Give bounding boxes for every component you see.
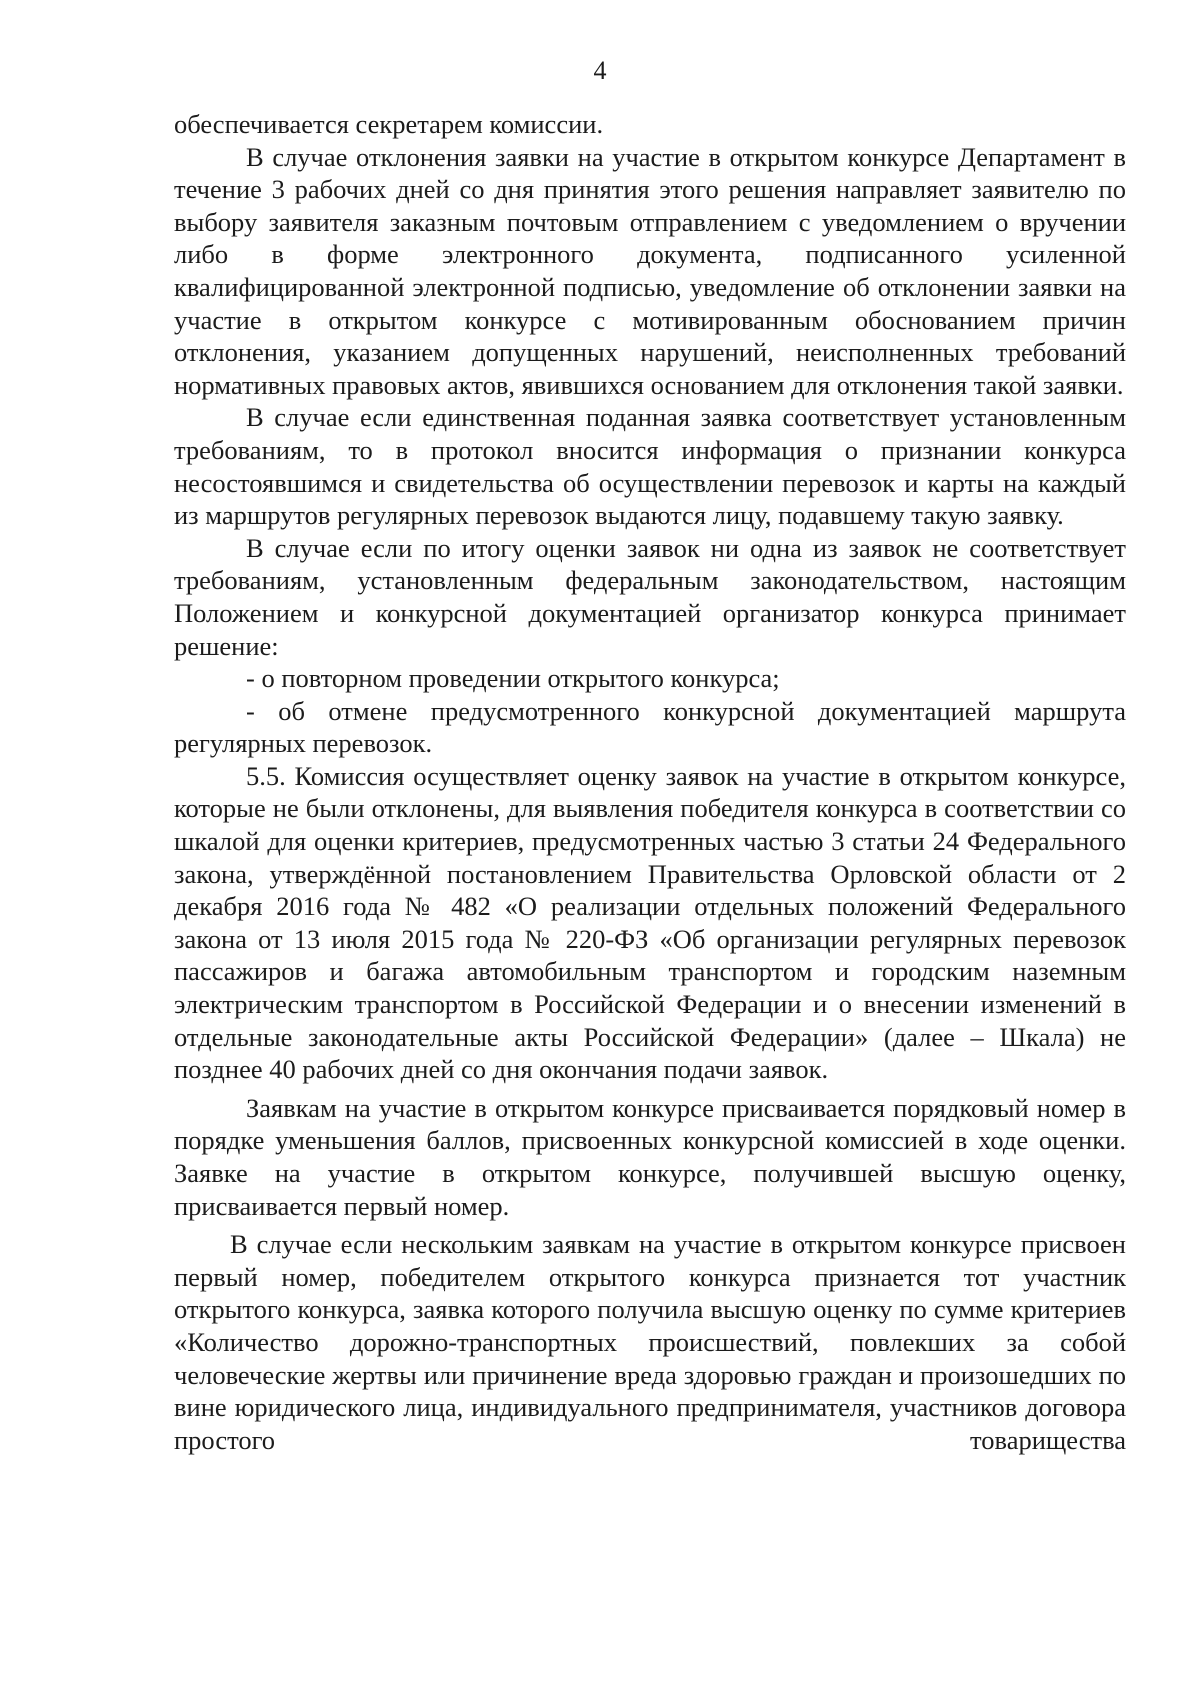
paragraph-continuation: обеспечивается секретарем комиссии.: [174, 109, 604, 139]
list-item-cancel-route: - об отмене предусмотренного конкурсной документацией маршрута регулярных перевозок.: [174, 695, 1126, 759]
paragraph-section-5-5: 5.5. Комиссия осуществляет оценку заявок на участие в открытом конкурсе, которые не были отклонены, для выявления победителя конкурса в соответствии со шкалой для оценки критериев, предусмотренных частью 3 статьи 24 Федерального закона, утверждённой постановлением Правительства Орловской области от 2 декабря 2016 года № 482 «О реализации отдельных положений Федерального закона от 13 июля 2015 года № 220-ФЗ «Об организации регулярных перевозок пассажиров и багажа автомобильным транспортом и городским наземным электрическим транспортом в Российской Федерации и о внесении изменений в отдельные законодательные акты Российской Федерации» (далее – Шкала) не позднее 40 рабочих дней со дня окончания подачи заявок.: [174, 760, 1126, 1085]
paragraph-rejection-notice: В случае отклонения заявки на участие в открытом конкурсе Департамент в течение 3 рабочих дней со дня принятия этого решения направляет заявителю по выбору заявителя заказным почтовым отправлением с уведомлением о вручении либо в форме электронного документа, подписанного усиленной квалифицированной электронной подписью, уведомление об отклонении заявки на участие в открытом конкурсе с мотивированным обоснованием причин отклонения, указанием допущенных нарушений, неисполненных требований нормативных правовых актов, явившихся основанием для отклонения такой заявки.: [174, 141, 1126, 400]
paragraph-ordinal-numbering: Заявкам на участие в открытом конкурсе присваивается порядковый номер в порядке уменьшения баллов, присвоенных конкурсной комиссией в ходе оценки. Заявке на участие в открытом конкурсе, получившей высшую оценку, присваивается первый номер.: [174, 1092, 1126, 1221]
page-number: 4: [593, 56, 607, 85]
list-item-repeat-contest: - о повторном проведении открытого конкурса;: [246, 663, 780, 694]
paragraph-single-application: В случае если единственная поданная заявка соответствует установленным требованиям, то в протокол вносится информация о признании конкурса несостоявшимся и свидетельства об осуществлении перевозок и карты на каждый из маршрутов регулярных перевозок выдаются лицу, подавшему такую заявку.: [174, 402, 1126, 531]
paragraph-no-compliant-applications: В случае если по итогу оценки заявок ни одна из заявок не соответствует требованиям, установленным федеральным законодательством, настоящим Положением и конкурсной документацией организатор конкурса принимает решение:: [174, 532, 1126, 661]
paragraph-tie-break: В случае если нескольким заявкам на участие в открытом конкурсе присвоен первый номер, победителем открытого конкурса признается тот участник открытого конкурса, заявка которого получила высшую оценку по сумме критериев «Количество дорожно-транспортных происшествий, повлекших за собой человеческие жертвы или причинение вреда здоровью граждан и произошедших по вине юридического лица, индивидуального предпринимателя, участников договора простого товарищества: [174, 1229, 1126, 1455]
document-body: [174, 108, 1126, 1456]
